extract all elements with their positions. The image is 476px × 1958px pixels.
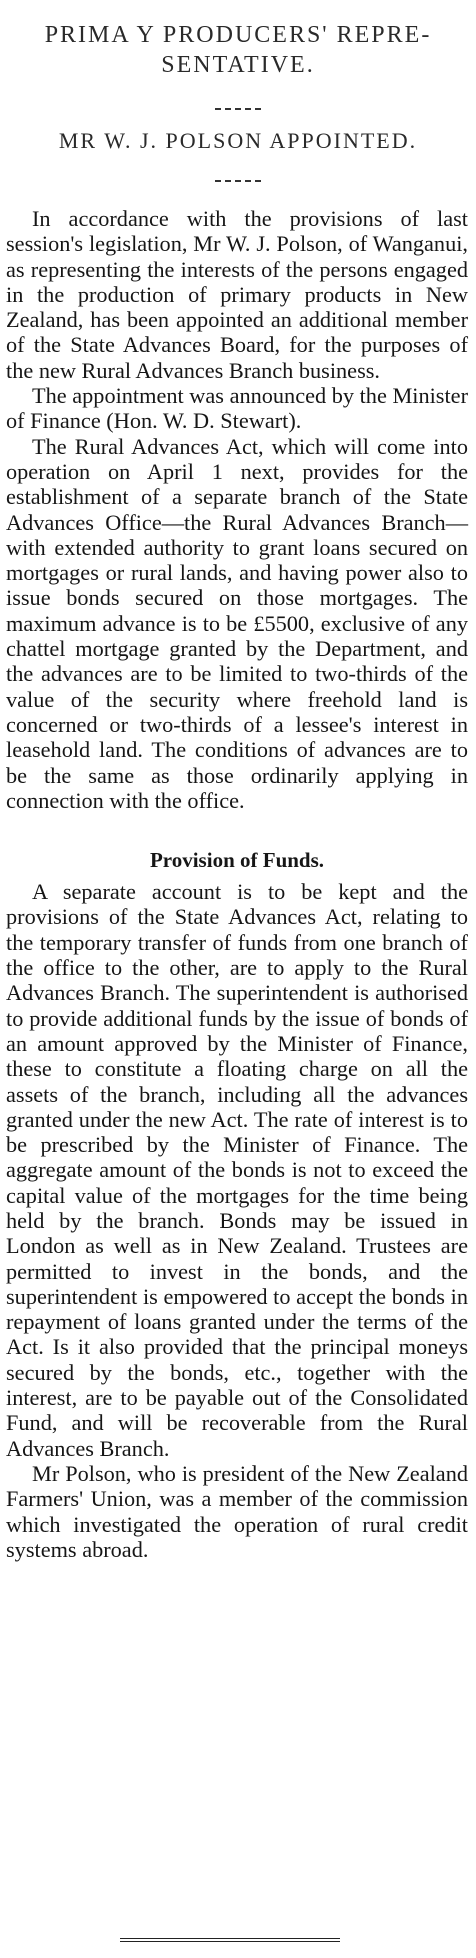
paragraph: A separate account is to be kept and the provisions of the State Advances Act, relating to the temporary transfer of funds from one branch of the office to the other, are to apply to the Rural Advances Branch. The superintendent is authorised to provide additional funds by the issue of bonds of an amount approved by the Minister of Finance, these to constitute a floating charge on all the assets of the branch, including all the advances granted under the new Act. The rate of interest is to be prescribed by the Minister of Finance. The aggregate amount of the bonds is not to exceed the capital value of the mortgages for the time being held by the branch. Bonds may be issued in London as well as in New Zealand. Trustees are permitted to invest in the bonds, and the superintendent is empowered to accept the bonds in repayment of loans granted under the terms of the Act. Is it also provided that the principal moneys secured by the bonds, etc., together with the interest, are to be payable out of the Consolidated Fund, and will be recoverable from the Rural Advances Branch. xyxy=(6,879,468,1461)
end-divider xyxy=(120,1938,340,1942)
paragraph: The appointment was announced by the Minister of Finance (Hon. W. D. Stewart). xyxy=(6,383,468,434)
headline-line-2: SENTATIVE. xyxy=(161,52,315,78)
divider xyxy=(215,108,261,110)
divider xyxy=(215,180,261,182)
section-body xyxy=(6,879,468,1562)
paragraph: In accordance with the provisions of last session's legislation, Mr W. J. Polson, of Wanganui, as representing the interests of the persons engaged in the production of primary products in New Zealand, has been appointed an additional member of the State Advances Board, for the purposes of the new Rural Advances Branch business. xyxy=(6,206,468,383)
section-heading: Provision of Funds. xyxy=(149,848,325,873)
article-body xyxy=(6,206,468,1562)
paragraph: Mr Polson, who is president of the New Zealand Farmers' Union, was a member of the commission which investigated the operation of rural credit systems abroad. xyxy=(6,1460,468,1562)
subheadline: MR W. J. POLSON APPOINTED. xyxy=(58,128,418,153)
paragraph: The Rural Advances Act, which will come into operation on April 1 next, provides for the establishment of a separate branch of the State Advances Office—the Rural Advances Branch—with extended authority to grant loans secured on mortgages or rural lands, and having power also to issue bonds secured on those mortgages. The maximum advance is to be £5500, exclusive of any chattel mortgage granted by the Department, and the advances are to be limited to two-thirds of the value of the security where freehold land is concerned or two-thirds of a lessee's interest in leasehold land. The conditions of advances are to be the same as those ordinarily applying in connection with the office. xyxy=(6,433,468,813)
headline-line-1: PRIMA Y PRODUCERS' REPRE- xyxy=(44,22,432,48)
